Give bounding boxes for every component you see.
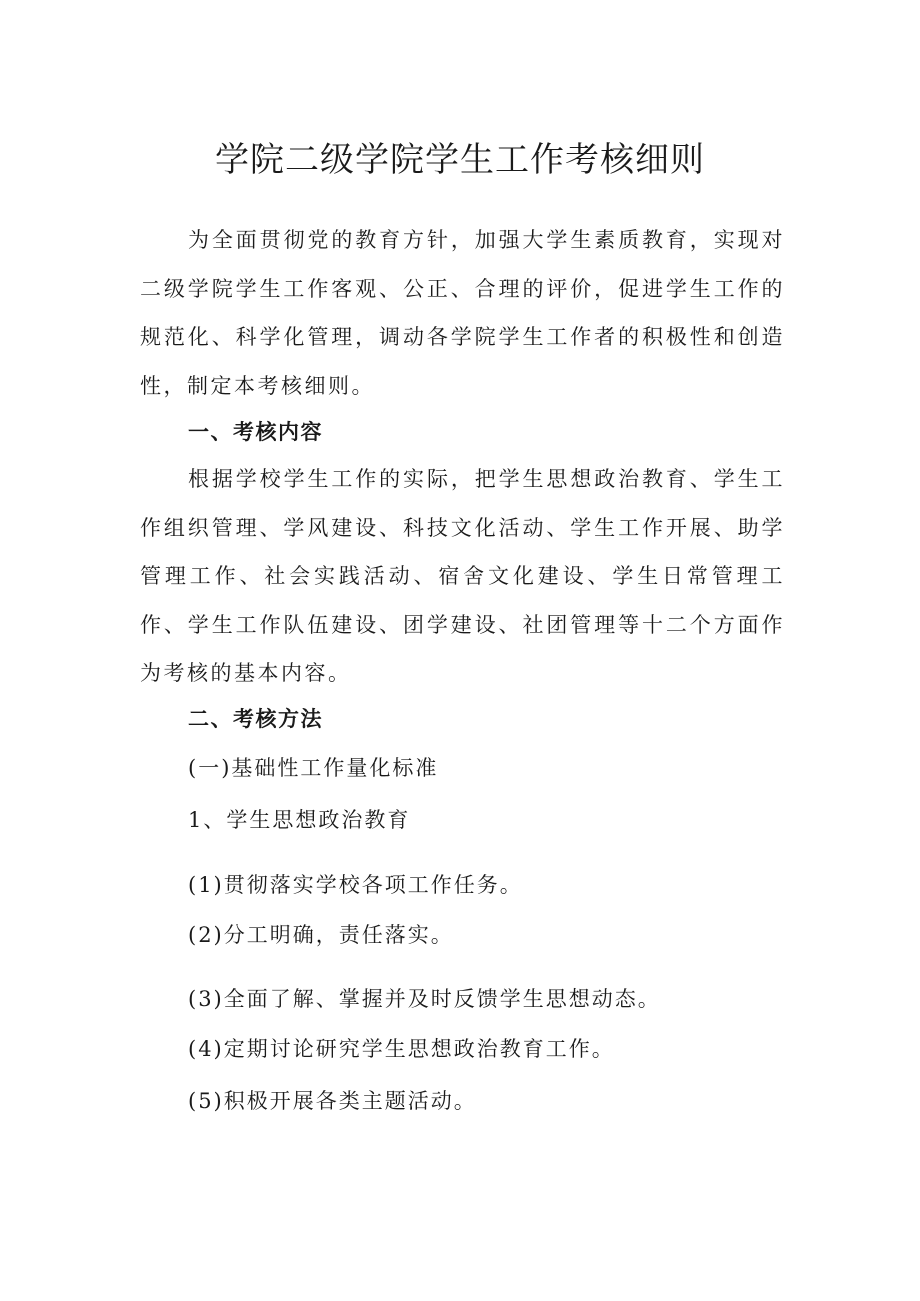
document-title: 学院二级学院学生工作考核细则 — [215, 140, 705, 180]
list-item: (4)定期讨论研究学生思想政治教育工作。 — [188, 1037, 615, 1061]
item-title: 1、学生思想政治教育 — [188, 808, 411, 832]
section-content-paragraph: 根据学校学生工作的实际，把学生思想政治教育、学生工作组织管理、学风建设、科技文化活动、学生工作开展、助学管理工作、社会实践活动、宿舍文化建设、学生日常管理工作、学生工作队伍建设、团学建设、社团管理等十二个方面作为考核的基本内容。 — [140, 467, 785, 685]
section-heading-content: 一、考核内容 — [188, 420, 323, 444]
list-item: (2)分工明确，责任落实。 — [188, 923, 454, 947]
list-item: (5)积极开展各类主题活动。 — [188, 1089, 477, 1113]
list-item: (1)贯彻落实学校各项工作任务。 — [188, 873, 523, 897]
intro-paragraph: 为全面贯彻党的教育方针，加强大学生素质教育，实现对二级学院学生工作客观、公正、合理的评价，促进学生工作的规范化、科学化管理，调动各学院学生工作者的积极性和创造性，制定本考核细则。 — [140, 228, 785, 398]
subsection-heading: (一)基础性工作量化标准 — [188, 756, 439, 780]
section-heading-method: 二、考核方法 — [188, 707, 323, 731]
list-item: (3)全面了解、掌握并及时反馈学生思想动态。 — [188, 987, 661, 1011]
